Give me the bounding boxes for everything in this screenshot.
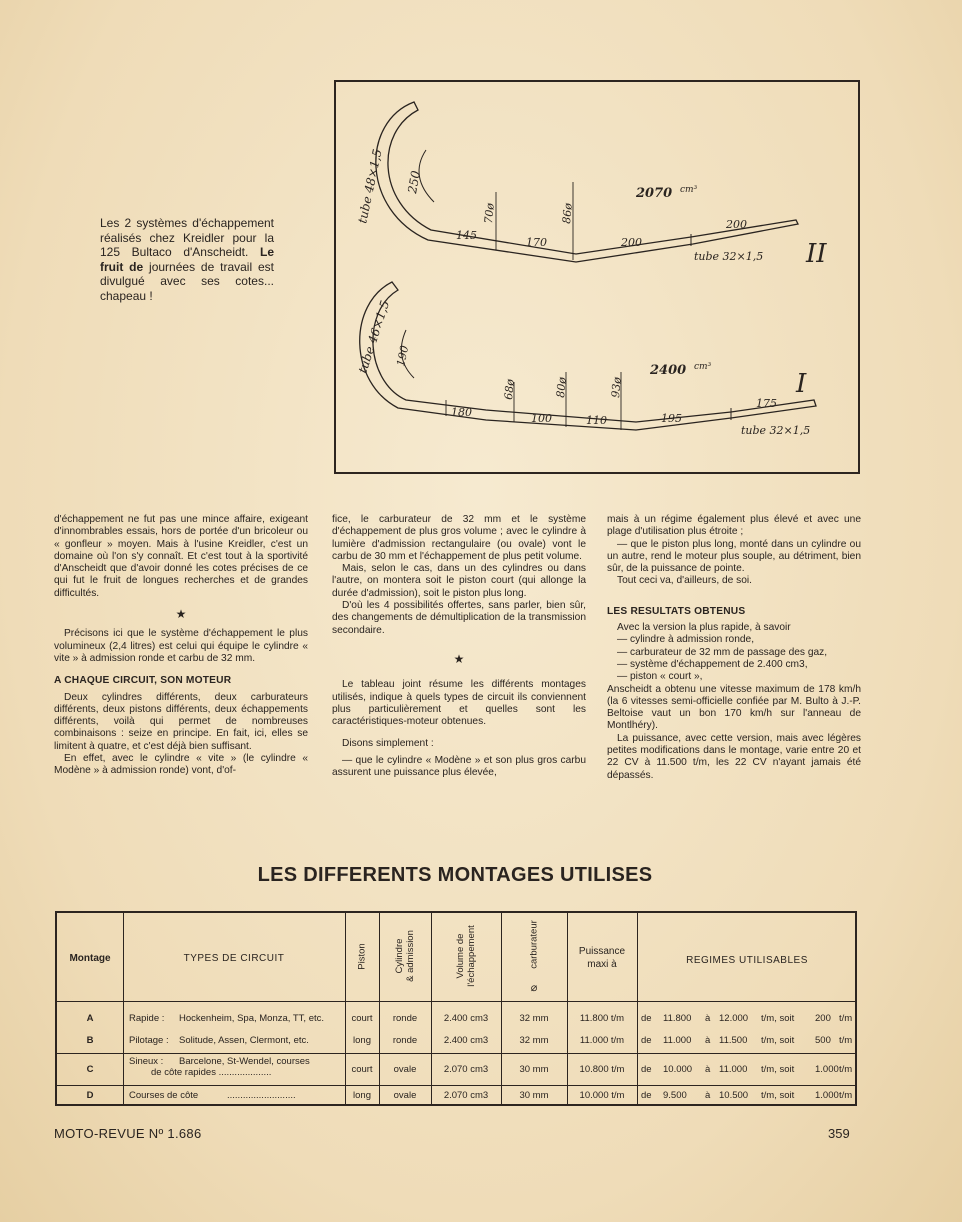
paragraph: La puissance, avec cette version, mais avec légères petites modifications dans le montage, varie entre 20 et 22 CV à 11.500 t/m, les 22 CV n'ayant jamais été dépassés. bbox=[607, 732, 861, 781]
row-regime: 1.000 bbox=[815, 1064, 839, 1075]
row-carburetor: 30 mm bbox=[519, 1090, 549, 1101]
star-separator: ★ bbox=[453, 651, 465, 666]
paragraph: Anscheidt a obtenu une vitesse maximum de 178 km/h (la 6 vitesses semi-officielle confiée par M. Bulto à J.-P. Beltoise vaut un bon 170 km/h sur l'anneau de Montlhéry). bbox=[607, 683, 861, 732]
diagram-caption bbox=[100, 216, 274, 303]
row-carburetor: 32 mm bbox=[519, 1013, 549, 1024]
row-piston: long bbox=[353, 1035, 371, 1046]
paragraph: Avec la version la plus rapide, à savoir bbox=[617, 622, 791, 634]
row-power: 10.000 t/m bbox=[579, 1090, 625, 1101]
row-regime: t/m bbox=[839, 1013, 853, 1024]
row-regime: à bbox=[705, 1035, 711, 1046]
star-separator: ★ bbox=[175, 607, 187, 622]
row-circuit-type: Pilotage : bbox=[129, 1035, 169, 1046]
caption-text-end: journées de travail est divulgué avec ses cotes... chapeau ! bbox=[100, 259, 274, 303]
row-regime: de bbox=[641, 1064, 652, 1075]
row-cylinder: ovale bbox=[393, 1064, 417, 1075]
row-regime: à bbox=[705, 1013, 711, 1024]
row-power: 11.000 t/m bbox=[579, 1035, 625, 1046]
volume-I: 2400 bbox=[650, 363, 687, 378]
row-regime: 1.000 bbox=[815, 1090, 839, 1101]
row-regime: 11.000 bbox=[719, 1064, 748, 1075]
row-regime: t/m bbox=[839, 1064, 853, 1075]
row-montage: C bbox=[86, 1064, 94, 1075]
row-piston: court bbox=[351, 1064, 373, 1075]
row-regime: t/m bbox=[839, 1035, 853, 1046]
seg-170: 170 bbox=[526, 236, 547, 249]
exhaust-diagram bbox=[334, 80, 860, 474]
radius-label-I: 190 bbox=[394, 344, 412, 368]
paragraph: — que le piston plus long, monté dans un cylindre ou un autre, rend le moteur plus souple, au détriment, bien sûr, de la puissance de pointe. bbox=[607, 538, 861, 575]
row-regime: à bbox=[705, 1090, 711, 1101]
list-item: — carburateur de 32 mm de passage des gaz, bbox=[617, 646, 828, 658]
row-carburetor: 32 mm bbox=[519, 1035, 549, 1046]
row-regime: t/m, soit bbox=[761, 1064, 795, 1075]
paragraph: d'échappement ne fut pas une mince affaire, exigeant d'innombrables essais, hors de portée d'un bricoleur ou « gonfleur » moyen. Mais à l'usine Kreidler, c'est un domaine où l'on s'y connaît. Et c'est tout à la sportivité d'Anscheidt que d'avoir donné les cotes précises de ce qui fut le fruit de longues recherches et de grandes difficultés. bbox=[54, 514, 308, 599]
seg-175: 175 bbox=[756, 397, 777, 410]
row-regime: 200 bbox=[815, 1013, 831, 1024]
row-volume: 2.400 cm3 bbox=[443, 1013, 489, 1024]
list-item: — piston « court », bbox=[617, 671, 703, 683]
seg-180: 180 bbox=[451, 406, 472, 419]
seg-145: 145 bbox=[456, 229, 477, 242]
row-regime: t/m, soit bbox=[761, 1035, 795, 1046]
page-number: 359 bbox=[828, 1126, 850, 1141]
magazine-issue: MOTO-REVUE Nº 1.686 bbox=[54, 1126, 202, 1141]
row-regime: 500 bbox=[815, 1035, 831, 1046]
unit-I: cm³ bbox=[694, 362, 712, 372]
paragraph: Précisons ici que le système d'échappement le plus volumineux (2,4 litres) est celui qui équipe le cylindre « vite » à admission ronde et carbu de 32 mm. bbox=[54, 628, 308, 664]
diameter-symbol: ⌀ bbox=[530, 982, 538, 994]
header-types: TYPES DE CIRCUIT bbox=[183, 953, 285, 964]
tube-out-label-II: tube 32×1,5 bbox=[694, 250, 764, 263]
row-circuits: Barcelone, St-Wendel, courses bbox=[179, 1056, 310, 1067]
row-power: 10.800 t/m bbox=[579, 1064, 625, 1075]
system-number-I: I bbox=[796, 369, 807, 399]
seg-100: 100 bbox=[531, 412, 552, 425]
row-circuits: Hockenheim, Spa, Monza, TT, etc. bbox=[179, 1013, 325, 1024]
seg-200a: 200 bbox=[621, 236, 642, 249]
header-carburetor: carburateur bbox=[528, 920, 540, 969]
header-power: Puissance maxi à bbox=[578, 946, 626, 970]
row-regime: 11.500 bbox=[719, 1035, 748, 1046]
row-circuits: .......................... bbox=[227, 1090, 296, 1101]
header-piston: Piston bbox=[356, 943, 368, 970]
row-circuit-type: Courses de côte bbox=[129, 1090, 199, 1101]
row-regime: t/m, soit bbox=[761, 1013, 795, 1024]
table-title: LES DIFFERENTS MONTAGES UTILISES bbox=[257, 864, 653, 886]
paragraph: Disons simplement : bbox=[342, 738, 434, 750]
tube-in-label-I: tube 46×1,5 bbox=[355, 298, 393, 375]
row-cylinder: ronde bbox=[392, 1035, 418, 1046]
row-volume: 2.070 cm3 bbox=[443, 1064, 489, 1075]
system-number-II: II bbox=[806, 239, 827, 269]
paragraph: Tout ceci va, d'ailleurs, de soi. bbox=[617, 575, 753, 587]
paragraph: mais à un régime également plus élevé et avec une plage d'utilisation plus étroite ; bbox=[607, 514, 861, 538]
row-montage: A bbox=[86, 1013, 94, 1024]
montages-table bbox=[55, 911, 857, 1106]
row-piston: court bbox=[351, 1013, 373, 1024]
paragraph: fice, le carburateur de 32 mm et le système d'échappement de plus gros volume ; avec le cylindre à lumière d'admission rectangulaire (ou ovale) vont le carbu de 30 mm et l'échappement de plus petit volume. bbox=[332, 514, 586, 562]
paragraph: En effet, avec le cylindre « vite » (le cylindre « Modène » à admission ronde) vont, d'of- bbox=[54, 753, 308, 777]
text-column-2 bbox=[332, 514, 586, 779]
seg-195: 195 bbox=[661, 412, 682, 425]
row-volume: 2.070 cm3 bbox=[443, 1090, 489, 1101]
row-circuits: Solitude, Assen, Clermont, etc. bbox=[179, 1035, 309, 1046]
row-regime: à bbox=[705, 1064, 711, 1075]
paragraph: Le tableau joint résume les différents montages utilisés, indique à quels types de circuit ils conviennent plus particulièrement et quelles sont les caractéristiques-moteur obtenues. bbox=[332, 679, 586, 728]
row-regime: t/m bbox=[839, 1090, 853, 1101]
diam-93-label: 93ø bbox=[609, 376, 624, 399]
seg-200b: 200 bbox=[726, 218, 747, 231]
list-item: — cylindre à admission ronde, bbox=[617, 634, 755, 646]
tube-in-label-II: tube 48×1,5 bbox=[355, 147, 385, 225]
row-regime: 11.000 bbox=[663, 1035, 692, 1046]
row-circuits: de côte rapides .................... bbox=[151, 1067, 272, 1078]
paragraph: — que le cylindre « Modène » et son plus gros carbu assurent une puissance plus élevée, bbox=[332, 754, 586, 779]
section-heading: A CHAQUE CIRCUIT, SON MOTEUR bbox=[54, 675, 232, 687]
row-regime: 11.800 bbox=[663, 1013, 692, 1024]
row-circuit-type: Rapide : bbox=[129, 1013, 165, 1024]
caption-text: Les 2 systèmes d'échappement réalisés chez Kreidler pour la 125 Bultaco d'Anscheidt. bbox=[100, 216, 274, 259]
row-regime: t/m, soit bbox=[761, 1090, 795, 1101]
row-piston: long bbox=[353, 1090, 371, 1101]
header-volume: Volume de l'échappement bbox=[455, 925, 477, 987]
header-cylinder: Cylindre & admission bbox=[394, 930, 416, 982]
exhaust-drawing bbox=[336, 82, 858, 472]
row-volume: 2.400 cm3 bbox=[443, 1035, 489, 1046]
row-regime: 9.500 bbox=[663, 1090, 687, 1101]
diam-70-label: 70ø bbox=[482, 202, 497, 225]
row-regime: 12.000 bbox=[719, 1013, 749, 1024]
row-circuit-type: Sineux : bbox=[129, 1056, 164, 1067]
row-montage: D bbox=[86, 1090, 94, 1101]
paragraph: D'où les 4 possibilités offertes, sans parler, bien sûr, des changements de démultiplication de la transmission secondaire. bbox=[332, 600, 586, 636]
paragraph: Mais, selon le cas, dans un des cylindres ou dans l'autre, on montera soit le piston court (qui allonge la durée d'admission), soit le piston plus long. bbox=[332, 563, 586, 599]
header-regimes: REGIMES UTILISABLES bbox=[686, 955, 808, 966]
row-regime: 10.500 bbox=[719, 1090, 749, 1101]
row-montage: B bbox=[86, 1035, 94, 1046]
header-montage: Montage bbox=[69, 953, 111, 964]
section-heading: LES RESULTATS OBTENUS bbox=[607, 605, 746, 617]
row-cylinder: ovale bbox=[393, 1090, 417, 1101]
text-column-3 bbox=[607, 514, 861, 782]
unit-II: cm³ bbox=[680, 185, 698, 195]
diam-68-label: 68ø bbox=[502, 378, 517, 401]
diam-80-label: 80ø bbox=[554, 376, 569, 399]
row-regime: de bbox=[641, 1035, 652, 1046]
row-power: 11.800 t/m bbox=[579, 1013, 625, 1024]
text-column-1 bbox=[54, 514, 308, 778]
row-cylinder: ronde bbox=[392, 1013, 418, 1024]
tube-out-label-I: tube 32×1,5 bbox=[741, 424, 811, 437]
row-regime: de bbox=[641, 1013, 652, 1024]
row-carburetor: 30 mm bbox=[519, 1064, 549, 1075]
diam-86-label: 86ø bbox=[560, 202, 575, 225]
row-regime: 10.000 bbox=[663, 1064, 693, 1075]
list-item: — système d'échappement de 2.400 cm3, bbox=[617, 658, 808, 670]
seg-110: 110 bbox=[586, 414, 607, 427]
radius-label-II: 250 bbox=[405, 169, 423, 195]
row-regime: de bbox=[641, 1090, 652, 1101]
paragraph: Deux cylindres différents, deux carburateurs différents, deux pistons différents, deux échappements différents, voilà qui permet de nombreuses combinaisons : seize en principe. En fait, ici, elles se limitent à quatre, et c'est déjà bien suffisant. bbox=[54, 691, 308, 752]
caption-bold: Le fruit de bbox=[100, 245, 274, 274]
volume-II: 2070 bbox=[636, 186, 673, 201]
